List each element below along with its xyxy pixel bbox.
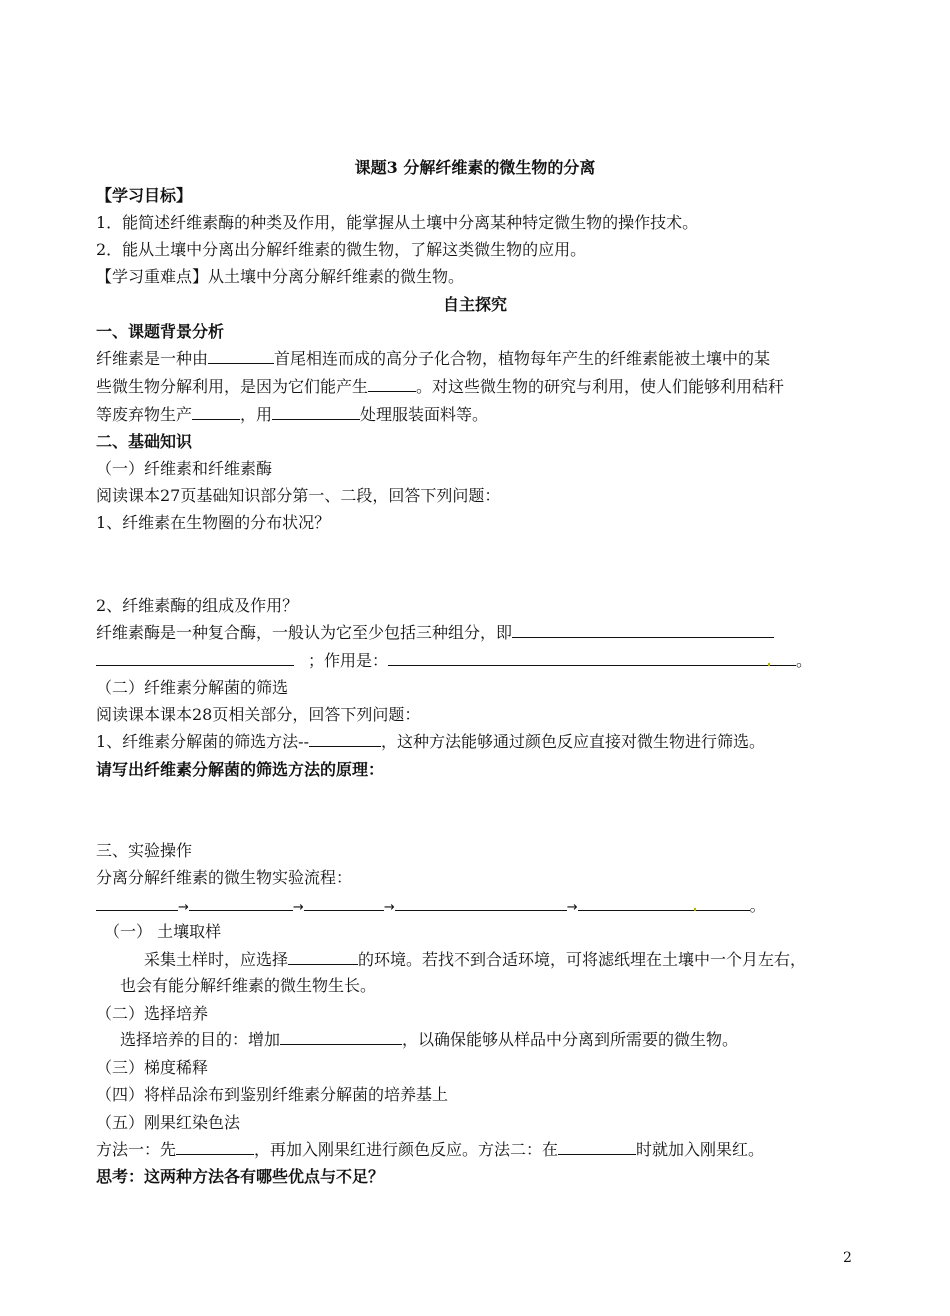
fill-blank[interactable] [96,651,294,666]
methods-line [96,1140,764,1160]
text-fragment: ，这种方法能够通过颜色反应直接对微生物进行筛选。 [381,732,766,751]
fill-blank[interactable] [280,1030,402,1045]
text-fragment: 1、纤维素分解菌的筛选方法-- [96,732,309,751]
principle-prompt: 请写出纤维素分解菌的筛选方法的原理： [96,760,385,779]
step-2-heading: （二）选择培养 [96,1004,209,1023]
page-title: 课题3 分解纤维素的微生物的分离 [354,158,596,177]
fill-blank[interactable] [388,651,768,666]
text-fragment: ，以确保能够从样品中分离到所需要的微生物。 [402,1030,739,1049]
step-2-line [120,1030,738,1050]
text-fragment: 的环境。若找不到合适环境，可将滤纸埋在土壤中一个月左右， [358,950,807,969]
background-line-3 [96,405,488,425]
fill-blank[interactable] [192,405,240,420]
fill-blank[interactable] [304,896,384,911]
question-1: 1、纤维素在生物圈的分布状况？ [96,513,331,532]
section-3-heading: 三、实验操作 [96,841,193,860]
fill-blank[interactable] [368,377,416,392]
fill-blank[interactable] [208,349,274,364]
fill-blank[interactable] [558,1140,636,1155]
flow-blanks [96,896,766,918]
text-fragment: 采集土样时，应选择 [144,950,289,969]
text-fragment: 。对这些微生物的研究与利用，使人们能够利用秸秆 [416,377,785,396]
goal-item-2: 2．能从土壤中分离出分解纤维素的微生物，了解这类微生物的应用。 [96,240,587,259]
section-1-heading: 一、课题背景分析 [96,322,225,341]
key-points-line [96,267,464,287]
step-1-line-1 [144,950,806,970]
text-fragment: 些微生物分解利用，是因为它们能产生 [96,377,369,396]
background-line-1 [96,349,770,369]
text-fragment: 选择培养的目的：增加 [120,1030,281,1049]
fill-blank[interactable] [176,1140,254,1155]
text-fragment: 纤维素是一种由 [96,349,209,368]
flow-label: 分离分解纤维素的微生物实验流程： [96,868,353,887]
key-points-label: 【学习重难点】 [96,267,209,286]
fill-blank[interactable] [288,950,358,965]
subsection-2-2: （二）纤维素分解菌的筛选 [96,678,289,697]
fill-blank[interactable] [96,896,178,911]
method-1-line [96,732,765,752]
section-2-heading: 二、基础知识 [96,432,193,451]
self-explore-heading: 自主探究 [442,295,507,314]
fill-blank[interactable] [309,732,381,747]
text-fragment: 方法一：先 [96,1140,177,1159]
text-fragment: 。 [749,896,766,915]
text-fragment: ；作用是： [308,651,389,670]
text-fragment: 。 [796,651,813,670]
think-question: 思考：这两种方法各有哪些优点与不足？ [96,1167,385,1186]
text-fragment: ，用 [240,405,273,424]
goals-heading: 【学习目标】 [96,186,193,205]
question-2: 2、纤维素酶的组成及作用？ [96,596,299,615]
text-fragment: 处理服装面料等。 [360,405,489,424]
arrow-right-icon: → [383,900,395,915]
step-5-heading: （五）刚果红染色法 [96,1113,241,1132]
step-3-heading: （三）梯度稀释 [96,1058,209,1077]
text-fragment: 等废弃物生产 [96,405,193,424]
text-fragment: 首尾相连而成的高分子化合物，植物每年产生的纤维素能被土壤中的某 [274,349,771,368]
text-fragment: 时就加入刚果红。 [636,1140,765,1159]
fill-blank[interactable] [512,623,774,638]
fill-blank[interactable] [272,405,360,420]
arrow-right-icon: → [178,900,189,915]
reading-instruction-1: 阅读课本27页基础知识部分第一、二段，回答下列问题： [96,486,501,505]
page-number: 2 [843,1250,852,1266]
enzyme-line-2 [96,651,812,671]
reading-instruction-2: 阅读课本课本28页相关部分，回答下列问题： [96,705,421,724]
background-line-2 [96,377,784,397]
fill-blank[interactable] [578,896,694,911]
fill-blank[interactable] [696,896,750,911]
step-1-heading: （一） 土壤取样 [104,922,222,941]
fill-blank[interactable] [189,896,293,911]
goal-item-1: 1．能简述纤维素酶的种类及作用，能掌握从土壤中分离某种特定微生物的操作技术。 [96,213,699,232]
step-1-line-2: 也会有能分解纤维素的微生物生长。 [120,976,377,995]
enzyme-line-1 [96,623,774,643]
fill-blank[interactable] [395,896,567,911]
text-fragment: ，再加入刚果红进行颜色反应。方法二：在 [254,1140,559,1159]
step-4-heading: （四）将样品涂布到鉴别纤维素分解菌的培养基上 [96,1085,449,1104]
subsection-2-1: （一）纤维素和纤维素酶 [96,459,273,478]
arrow-right-icon: → [292,900,304,915]
key-points-text: 从土壤中分离分解纤维素的微生物。 [208,267,465,286]
arrow-right-icon: → [566,900,578,915]
fill-blank[interactable] [770,651,796,666]
text-fragment: 纤维素酶是一种复合酶，一般认为它至少包括三种组分，即 [96,623,513,642]
